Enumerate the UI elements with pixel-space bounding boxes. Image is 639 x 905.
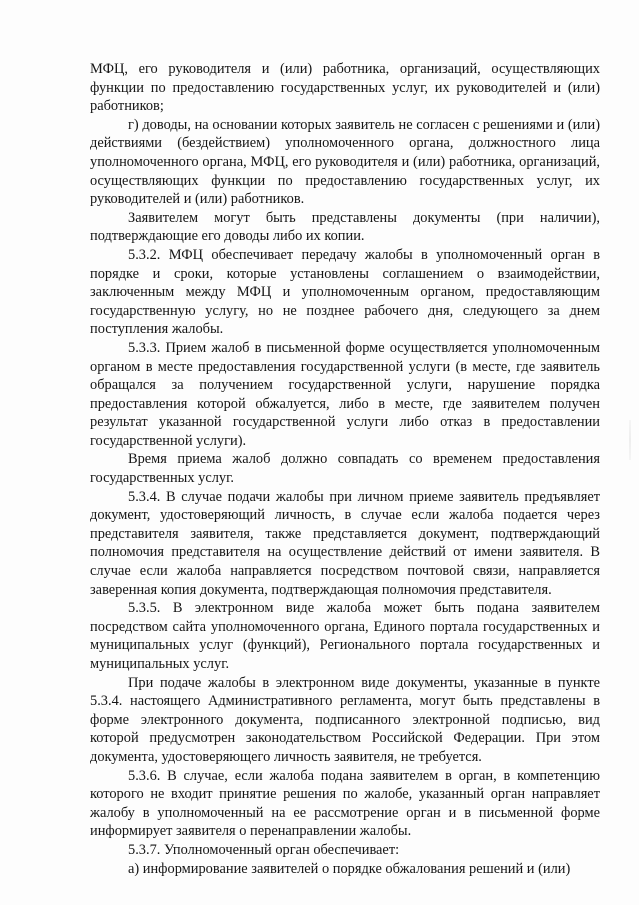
paragraph-documents: Заявителем могут быть представлены документы (при наличии), подтверждающие его доводы либо их копии. (90, 209, 600, 245)
paragraph-5-3-2: 5.3.2. МФЦ обеспечивает передачу жалобы в уполномоченный орган в порядке и сроки, которые установлены соглашением о взаимодействии, заключенным между МФЦ и уполномоченным органом, предоставляющим государственную услугу, но не позднее рабочего дня, следующего за днем поступления жалобы. (90, 246, 600, 338)
paragraph-electronic-submission: При подаче жалобы в электронном виде документы, указанные в пункте 5.3.4. настоящего Административного регламента, могут быть представлены в форме электронного документа, подписанного электронной подписью, вид которой предусмотрен законодательством Российской Федерации. При этом документа, удостоверяющего личность заявителя, не требуется. (90, 674, 600, 765)
paragraph-5-3-4: 5.3.4. В случае подачи жалобы при личном приеме заявитель предъявляет документ, удостоверяющий личность, в случае если жалоба подается через представителя заявителя, также представляется документ, подтверждающий полномочия представителя на осуществление действий от имени заявителя. В случае если жалоба направляется посредством почтовой связи, направляется заверенная копия документа, подтверждающая полномочия представителя. (90, 488, 600, 598)
paragraph-5-3-6: 5.3.6. В случае, если жалоба подана заявителем в орган, в компетенцию которого не входит принятие решения по жалобе, указанный орган направляет жалобу в уполномоченный на ее рассмотрение орган и в письменной форме информирует заявителя о перенаправлении жалобы. (90, 767, 600, 840)
paragraph-5-3-5: 5.3.5. В электронном виде жалоба может быть подана заявителем посредством сайта уполномоченного органа, Единого портала государственных и муниципальных услуг (функций), Регионального портала государственных и муниципальных услуг. (90, 600, 600, 672)
document-body (90, 60, 600, 878)
paragraph-5-3-3: 5.3.3. Прием жалоб в письменной форме осуществляется уполномоченным органом в месте предоставления государственной услуги (в месте, где заявитель обращался за получением государственной услуги, нарушение порядка предоставления которой обжалуется, либо в месте, где заявителем получен результат указанной государственной услуги либо отказ в предоставлении государственной услуги). (90, 339, 600, 449)
paragraph-item-g: г) доводы, на основании которых заявитель не согласен с решениями и (или) действиями (бездействием) уполномоченного органа, должностного лица уполномоченного органа, МФЦ, его руководителя и (или) работника, организаций, осуществляющих функции по предоставлению государственных услуг, их руководителей и (или) работников. (90, 116, 600, 208)
scan-artifact (629, 420, 631, 460)
paragraph-5-3-7: 5.3.7. Уполномоченный орган обеспечивает: (128, 841, 400, 858)
paragraph-reception-time: Время приема жалоб должно совпадать со временем предоставления государственных услуг. (90, 451, 600, 487)
paragraph-continuation: МФЦ, его руководителя и (или) работника, организаций, осуществляющих функции по предоставлению государственных услуг, их руководителей и (или) работников; (90, 61, 600, 115)
paragraph-item-a: а) информирование заявителей о порядке обжалования решений и (или) (128, 860, 571, 877)
